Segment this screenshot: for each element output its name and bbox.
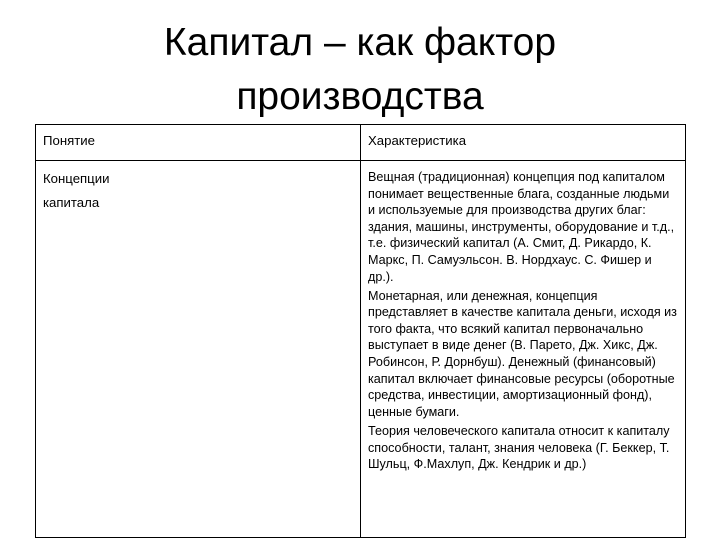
slide-title-line-1: Капитал – как фактор xyxy=(163,21,557,64)
paragraph-monetary-concept: Монетарная, или денежная, концепция представляет в качестве капитала деньги, исходя из того факта, что всякий капитал первоначально выступает в виде денег (В. Парето, Дж. Хикс, Дж. Робинсон, Р. Дорнбуш). Денежный (финансовый) капитал включает финансовые ресурсы (оборотные средства, инвестиции, амортизационный фонд), ценные бумаги. xyxy=(368,288,677,419)
paragraph-human-capital: Теория человеческого капитала относит к капиталу способности, талант, знания человека (Г. Беккер, Т. Шульц, Ф.Махлуп, Дж. Кендрик и др.) xyxy=(368,423,670,472)
slide-title xyxy=(0,16,720,124)
concept-label xyxy=(43,167,354,215)
table-row xyxy=(36,161,686,538)
concept-label-line-2: капитала xyxy=(43,195,100,210)
concept-table xyxy=(35,124,686,538)
header-cell-characteristic: Характеристика xyxy=(361,125,686,161)
characteristic-cell xyxy=(361,161,686,538)
table-header-row xyxy=(36,125,686,161)
paragraph-real-concept: Вещная (традиционная) концепция под капиталом понимает вещественные блага, созданные людьми и используемые для производства других благ: здания, машины, инструменты, оборудование и т.д., т.е. физический капитал (А. Смит, Д. Рикардо, К. Маркс, П. Самуэльсон. В. Нордхаус. С. Фишер и др.). xyxy=(368,170,675,284)
concept-cell xyxy=(36,161,361,538)
slide-title-line-2: производства xyxy=(236,75,484,118)
header-cell-concept: Понятие xyxy=(36,125,361,161)
concept-label-line-1: Концепции xyxy=(43,171,110,186)
